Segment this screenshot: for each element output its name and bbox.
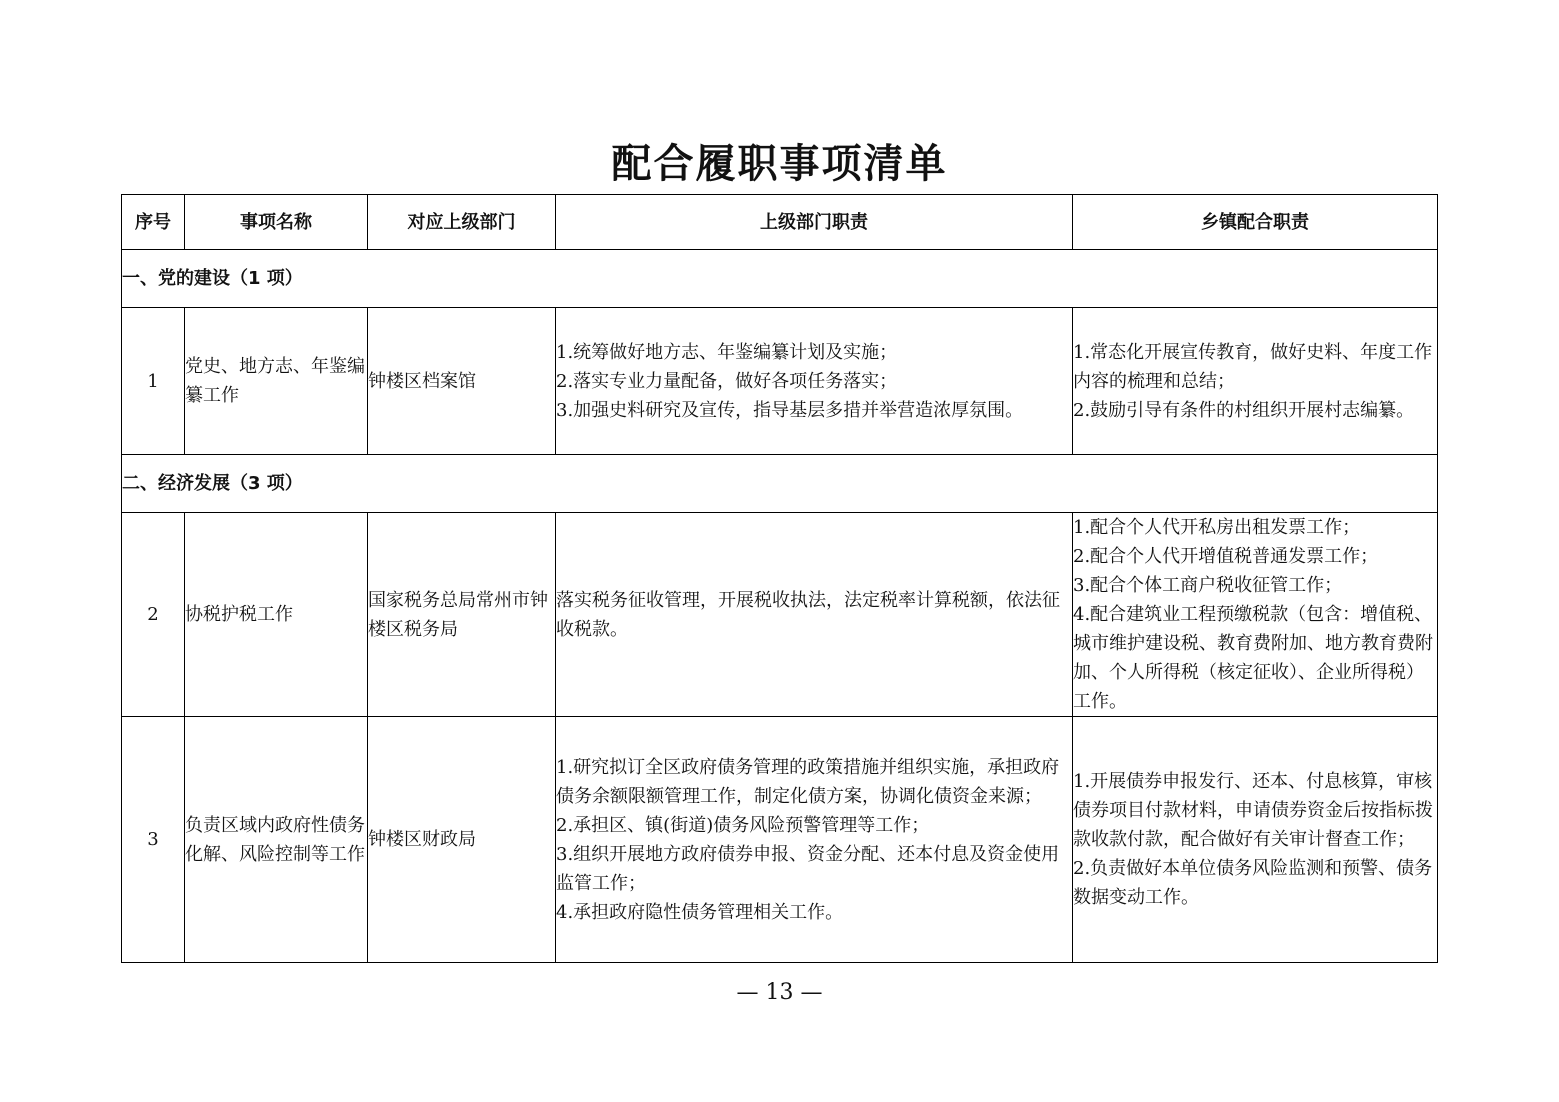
table-row	[122, 308, 1438, 455]
row-item-name: 负责区域内政府性债务化解、风险控制等工作	[185, 717, 368, 963]
row-department: 国家税务总局常州市钟楼区税务局	[368, 513, 556, 717]
row-item-name: 协税护税工作	[185, 513, 368, 717]
row-no: 1	[122, 308, 185, 455]
header-department: 对应上级部门	[368, 195, 556, 250]
duty-line: 4.承担政府隐性债务管理相关工作。	[556, 901, 844, 923]
duty-line: 落实税务征收管理，开展税收执法，法定税率计算税额，依法征收税款。	[556, 589, 1060, 640]
header-department-duty: 上级部门职责	[556, 195, 1073, 250]
header-no: 序号	[122, 195, 185, 250]
coop-line: 3.配合个体工商户税收征管工作；	[1073, 575, 1343, 596]
coop-line: 1.常态化开展宣传教育，做好史料、年度工作内容的梳理和总结；	[1073, 341, 1433, 392]
row-department-duty	[556, 513, 1073, 717]
row-department: 钟楼区财政局	[368, 717, 556, 963]
row-department-duty	[556, 308, 1073, 455]
row-item-name: 党史、地方志、年鉴编纂工作	[185, 308, 368, 455]
row-no: 3	[122, 717, 185, 963]
row-no: 2	[122, 513, 185, 717]
section-label: 一、党的建设（1 项）	[122, 250, 1438, 308]
coop-line: 4.配合建筑业工程预缴税款（包含：增值税、城市维护建设税、教育费附加、地方教育费附加、个人所得税（核定征收）、企业所得税）工作。	[1073, 604, 1433, 712]
section-row	[122, 250, 1438, 308]
table-row	[122, 513, 1438, 717]
row-department: 钟楼区档案馆	[368, 308, 556, 455]
coop-line: 2.配合个人代开增值税普通发票工作；	[1073, 546, 1379, 567]
coop-line: 1.配合个人代开私房出租发票工作；	[1073, 517, 1361, 538]
section-row	[122, 455, 1438, 513]
duty-table	[121, 194, 1438, 963]
coop-line: 2.负责做好本单位债务风险监测和预警、债务数据变动工作。	[1073, 858, 1433, 908]
section-label: 二、经济发展（3 项）	[122, 455, 1438, 513]
coop-line: 2.鼓励引导有条件的村组织开展村志编纂。	[1073, 399, 1415, 421]
page-title: 配合履职事项清单	[611, 140, 948, 187]
header-item-name: 事项名称	[185, 195, 368, 250]
duty-line: 1.研究拟订全区政府债务管理的政策措施并组织实施，承担政府债务余额限额管理工作，制定化债方案，协调化债资金来源；	[556, 756, 1060, 807]
table-row	[122, 717, 1438, 963]
page-number: — 13 —	[736, 980, 823, 1005]
duty-line: 3.组织开展地方政府债券申报、资金分配、还本付息及资金使用监管工作；	[556, 843, 1060, 894]
duty-line: 2.承担区、镇(街道)债务风险预警管理等工作；	[556, 814, 930, 836]
row-town-duty	[1073, 308, 1438, 455]
row-town-duty	[1073, 717, 1438, 963]
row-department-duty	[556, 717, 1073, 963]
coop-line: 1.开展债券申报发行、还本、付息核算，审核债券项目付款材料，申请债券资金后按指标拨款收款付款，配合做好有关审计督查工作；	[1073, 771, 1433, 850]
duty-line: 1.统筹做好地方志、年鉴编纂计划及实施；	[556, 341, 898, 363]
row-town-duty	[1073, 513, 1438, 717]
table-header-row	[122, 195, 1438, 250]
duty-line: 2.落实专业力量配备，做好各项任务落实；	[556, 370, 898, 392]
header-town-duty: 乡镇配合职责	[1073, 195, 1438, 250]
duty-line: 3.加强史料研究及宣传，指导基层多措并举营造浓厚氛围。	[556, 399, 1024, 421]
